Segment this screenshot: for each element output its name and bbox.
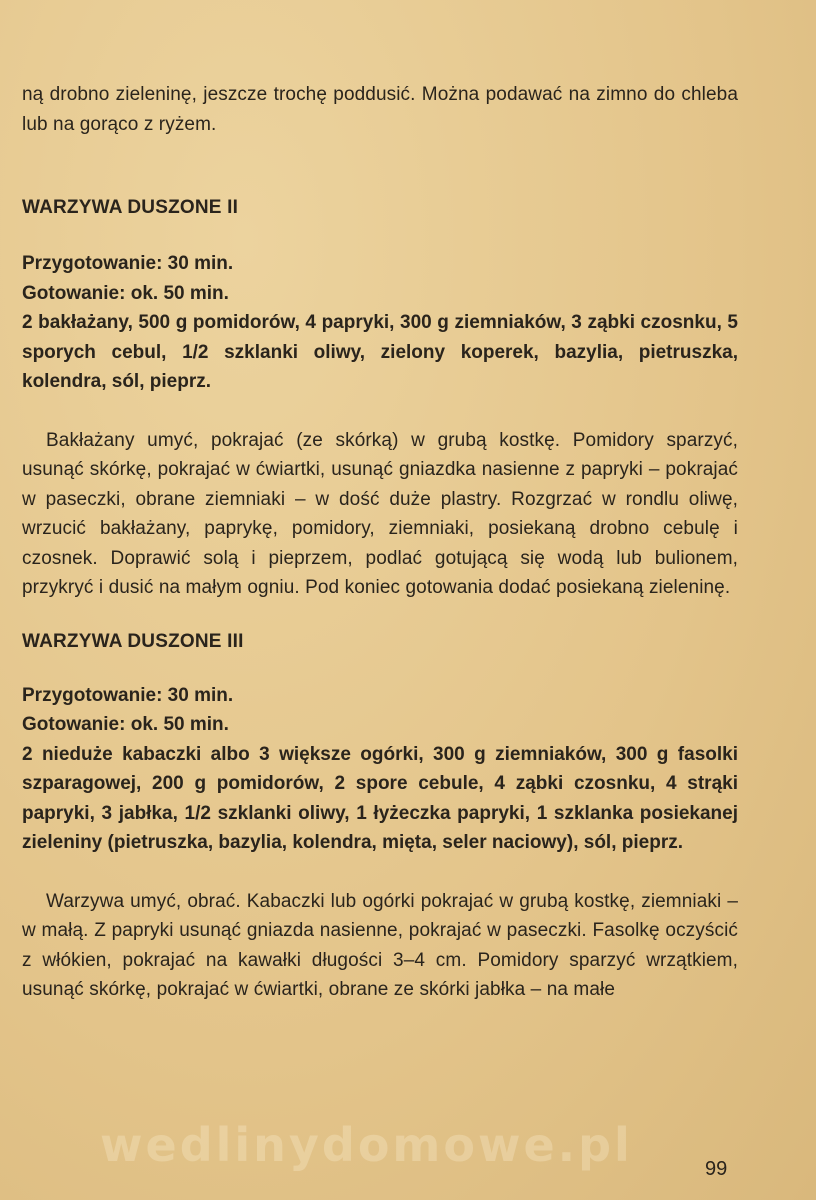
recipe-2-prep-time: Przygotowanie: 30 min. <box>22 253 234 274</box>
recipe-2-ingredients: 2 bakłażany, 500 g pomidorów, 4 papryki, 300 g ziemniaków, 3 ząbki czosnku, 5 sporych cebul, 1/2 szklanki oliwy, zielony koperek, bazylia, pietruszka, kolendra, sól, pieprz. <box>22 312 738 392</box>
recipe-3-title: WARZYWA DUSZONE III <box>22 630 244 652</box>
recipe-3-ingredients: 2 nieduże kabaczki albo 3 większe ogórki, 300 g ziemniaków, 300 g fasolki szparagowej, 200 g pomidorów, 2 spore cebule, 4 ząbki czosnku, 4 strąki papryki, 3 jabłka, 1/2 szklanki oliwy, 1 łyżeczka papryki, 1 szklanka posiekanej zieleniny (pietruszka, bazylia, kolendra, mięta, seler naciowy), sól, pieprz. <box>22 743 738 853</box>
page-content <box>22 80 738 1005</box>
recipe-2-cook-time: Gotowanie: ok. 50 min. <box>22 282 229 304</box>
page-number: 99 <box>705 1158 728 1180</box>
intro-paragraph: ną drobno zieleninę, jeszcze trochę poddusić. Można podawać na zimno do chleba lub na gorąco z ryżem. <box>22 84 738 135</box>
recipe-3-method: Warzywa umyć, obrać. Kabaczki lub ogórki pokrajać w grubą kostkę, ziemniaki – w małą. Z papryki usunąć gniazda nasienne, pokrajać w paseczki. Fasolkę oczyścić z włókien, pokrajać na kawałki długości 3–4 cm. Pomidory sparzyć wrzątkiem, usunąć skórkę, pokrajać w ćwiartki, obrane ze skórki jabłka – na małe <box>22 890 738 1000</box>
recipe-2-title: WARZYWA DUSZONE II <box>22 197 239 218</box>
recipe-3-prep-time: Przygotowanie: 30 min. <box>22 684 234 706</box>
recipe-2-method: Bakłażany umyć, pokrajać (ze skórką) w grubą kostkę. Pomidory sparzyć, usunąć skórkę, pokrajać w ćwiartki, usunąć gniazdka nasienne z papryki – pokrajać w paseczki, obrane ziemniaki – w dość duże plastry. Rozgrzać w rondlu oliwę, wrzucić bakłażany, paprykę, pomidory, ziemniaki, posiekaną drobno cebulę i czosnek. Doprawić solą i pieprzem, podlać gotującą się wodą lub bulionem, przykryć i dusić na małym ogniu. Pod koniec gotowania dodać posiekaną zieleninę. <box>22 429 738 598</box>
watermark: wedlinydomowe.pl <box>100 1118 633 1172</box>
recipe-3-cook-time: Gotowanie: ok. 50 min. <box>22 714 229 735</box>
